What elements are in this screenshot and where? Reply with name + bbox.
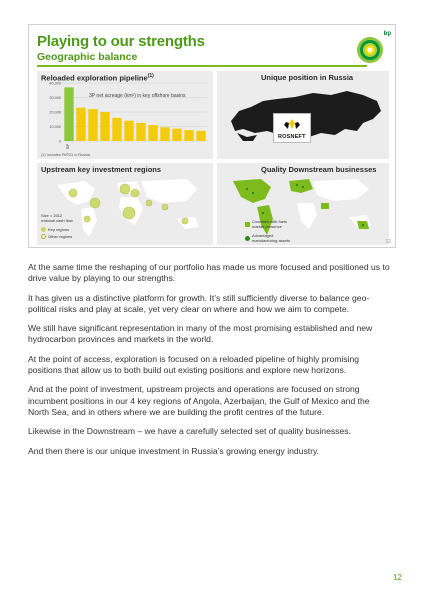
bar [160,127,169,141]
bar [184,130,193,141]
y-tick-label: 10,000 [49,125,61,129]
rosneft-emblem-icon [282,119,302,129]
downstream-world-map [217,163,389,245]
upstream-panel [37,163,213,245]
paragraph: And then there is our unique investment in Russia’s growing energy industry. [28,445,320,456]
other-region-icon [41,234,46,239]
y-tick-label: 0 [58,139,61,144]
upstream-legend-size: Size = 2012 notional cash flow [41,213,73,223]
paragraph: We still have significant representation in many of the most promising established and new hydrocarbon provinces and markets in the world. [28,323,373,345]
manufacturing-asset-icon [245,236,250,241]
downstream-legend-2: Advantaged manufacturing assets [245,233,292,243]
paragraph: It has given us a distinctive platform for growth. It’s still sufficiently diverse to balance geo-political risks and play at scale, yet very clear on where and how we aim to compete. [28,292,370,314]
paragraph: At the same time the reshaping of our portfolio has made us more focused and positioned us to drive value by playing to our strengths. [28,262,390,284]
page-number: 12 [393,573,402,582]
bp-helios-logo [353,31,387,65]
key-region-icon [41,227,46,232]
downstream-legend-1: Countries with fuels market presence [245,219,292,229]
paragraph: And at the point of investment, upstream projects and operations are focused on strong incumbent positions in our 4 key regions of Angola, Azerbaijan, the Gulf of Mexico and the North Sea, and in others where we are building the profit centres of the future. [28,384,370,417]
pipeline-heading: Reloaded exploration pipeline$^{(1)}$ [41,73,154,83]
bar [100,112,109,141]
y-tick-label: 20,000 [49,110,61,115]
presentation-slide [28,24,396,248]
bp-logo-text: bp [383,31,391,37]
rosneft-badge [273,113,311,143]
bar [88,109,97,141]
slide-subtitle: Geographic balance [37,51,138,63]
bar [64,87,73,141]
chart-footnote: (1) Includes Pt/P21 in Russia [41,153,90,157]
bar [148,125,157,141]
upstream-legend-other: Other regions [41,234,72,239]
fuels-market-swatch [245,222,250,227]
y-tick-label: 30,000 [49,96,61,100]
russia-panel [217,71,389,159]
bar [112,118,121,141]
slide-number: 12 [385,239,391,245]
y-tick-label: 40,000 [49,81,61,86]
upstream-world-map [37,163,213,245]
bar [76,108,85,141]
chart-note: 3P net acreage (km²) in key offshore basins [89,93,186,99]
paragraph: Likewise in the Downstream – we have a carefully selected set of quality businesses. [28,426,351,437]
bar [196,131,205,141]
rosneft-wordmark: ROSNEFT [278,134,306,140]
downstream-panel [217,163,389,245]
pipeline-panel [37,71,213,159]
bar [172,129,181,141]
paragraph: At the point of access, exploration is focused on a reloaded pipeline of highly promising positions that allow us to both build out existing positions and explore new horizons. [28,353,360,376]
pipeline-bar-chart [37,71,213,159]
slide-title: Playing to our strengths [37,33,205,50]
bar [136,123,145,141]
bar [124,121,133,141]
upstream-legend-key: Key regions [41,227,69,232]
title-rule [37,65,367,67]
downstream-heading: Quality Downstream businesses [261,165,377,174]
russia-heading: Unique position in Russia [261,73,354,82]
body-text [28,262,392,465]
upstream-heading: Upstream key investment regions [41,165,162,174]
x-tick-label: BP [66,144,70,149]
